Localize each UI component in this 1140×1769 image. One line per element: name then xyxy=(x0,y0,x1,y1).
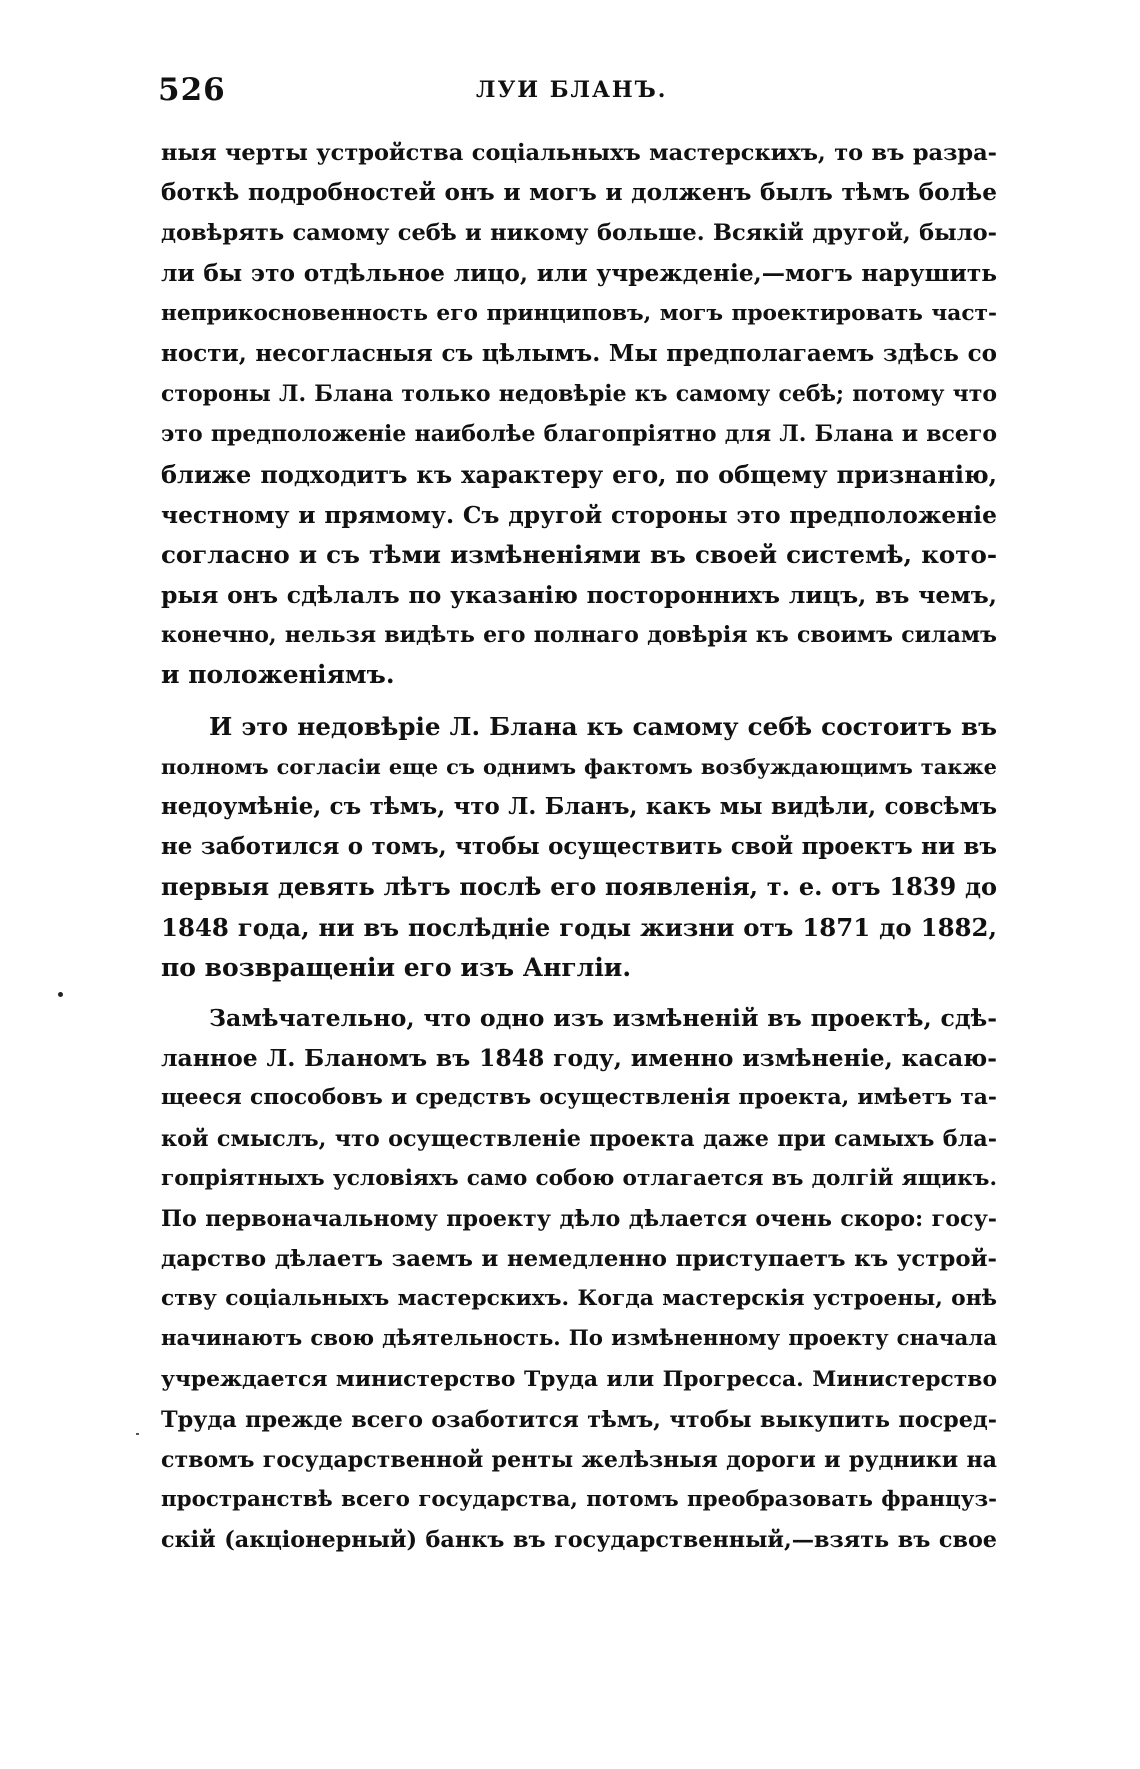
paragraph-gap xyxy=(161,988,997,998)
text-line: дарство дѣлаетъ заемъ и немедленно приступаетъ къ устрой- xyxy=(161,1246,997,1273)
text-line: ближе подходитъ къ характеру его, по общему признанію, xyxy=(161,459,997,489)
text-line: учреждается министерство Труда или Прогресса. Министерство xyxy=(161,1366,997,1392)
margin-dot-mark xyxy=(58,992,63,997)
text-line: первыя девять лѣтъ послѣ его появленія, т. е. отъ 1839 до xyxy=(161,872,997,902)
text-line: по возвращеніи его изъ Англіи. xyxy=(161,952,632,982)
text-line: И это недовѣріе Л. Блана къ самому себѣ состоитъ въ xyxy=(209,711,997,741)
paragraph-gap xyxy=(161,696,997,707)
text-line: боткѣ подробностей онъ и могъ и долженъ былъ тѣмъ болѣе xyxy=(161,179,997,207)
text-line: это предположеніе наиболѣе благопріятно для Л. Блана и всего xyxy=(161,421,997,448)
text-line: пространствѣ всего государства, потомъ преобразовать француз- xyxy=(161,1487,997,1513)
paragraph-2 xyxy=(161,707,997,988)
text-line: ли бы это отдѣльное лицо, или учрежденіе,—могъ нарушить xyxy=(161,259,997,287)
text-line: ности, несогласныя съ цѣлымъ. Мы предполагаемъ здѣсь со xyxy=(161,339,997,367)
text-line: ству соціальныхъ мастерскихъ. Когда мастерскія устроены, онѣ xyxy=(161,1286,997,1312)
running-head xyxy=(158,72,998,112)
text-line: недоумѣніе, съ тѣмъ, что Л. Бланъ, какъ мы видѣли, совсѣмъ xyxy=(161,794,997,820)
running-title: ЛУИ БЛАНЪ. xyxy=(476,77,668,103)
text-line: довѣрять самому себѣ и никому больше. Всякій другой, было- xyxy=(161,220,997,247)
text-line: скій (акціонерный) банкъ въ государственный,—взять въ свое xyxy=(161,1527,997,1554)
text-line: ствомъ государственной ренты желѣзныя дороги и рудники на xyxy=(161,1447,997,1473)
text-line: Труда прежде всего озаботится тѣмъ, чтобы выкупить посред- xyxy=(161,1406,997,1433)
text-line: гопріятныхъ условіяхъ само собою отлагается въ долгій ящикъ. xyxy=(161,1165,997,1191)
text-line: Замѣчательно, что одно изъ измѣненій въ проектѣ, сдѣ- xyxy=(209,1003,997,1032)
text-line: не заботился о томъ, чтобы осуществить свой проектъ ни въ xyxy=(161,833,997,861)
text-line: По первоначальному проекту дѣло дѣлается очень скоро: госу- xyxy=(161,1205,997,1232)
body-text xyxy=(161,133,997,1561)
text-line: рыя онъ сдѣлалъ по указанію постороннихъ лицъ, въ чемъ, xyxy=(161,581,997,610)
text-line: щееся способовъ и средствъ осуществленія проекта, имѣетъ та- xyxy=(161,1085,997,1111)
paragraph-1 xyxy=(161,133,997,696)
margin-tick-mark xyxy=(136,1433,139,1435)
text-line: и положеніямъ. xyxy=(161,660,395,690)
text-line: ланное Л. Бланомъ въ 1848 году, именно измѣненіе, касаю- xyxy=(161,1044,997,1073)
text-line: ныя черты устройства соціальныхъ мастерскихъ, то въ разра- xyxy=(161,140,997,166)
paragraph-3 xyxy=(161,998,997,1561)
text-line: полномъ согласіи еще съ однимъ фактомъ возбуждающимъ также xyxy=(161,753,997,779)
text-line: конечно, нельзя видѣть его полнаго довѣрія къ своимъ силамъ xyxy=(161,622,997,649)
text-line: неприкосновенность его принциповъ, могъ проектировать част- xyxy=(161,300,997,326)
text-line: согласно и съ тѣми измѣненіями въ своей системѣ, кото- xyxy=(161,539,997,569)
text-line: стороны Л. Блана только недовѣріе къ самому себѣ; потому что xyxy=(161,381,997,408)
page-number: 526 xyxy=(158,72,226,108)
text-line: честному и прямому. Съ другой стороны это предположеніе xyxy=(161,500,997,529)
text-line: кой смыслъ, что осуществленіе проекта даже при самыхъ бла- xyxy=(161,1125,997,1152)
text-line: начинаютъ свою дѣятельность. По измѣненному проекту сначала xyxy=(161,1326,997,1352)
text-line: 1848 года, ни въ послѣдніе годы жизни отъ 1871 до 1882, xyxy=(161,912,997,942)
